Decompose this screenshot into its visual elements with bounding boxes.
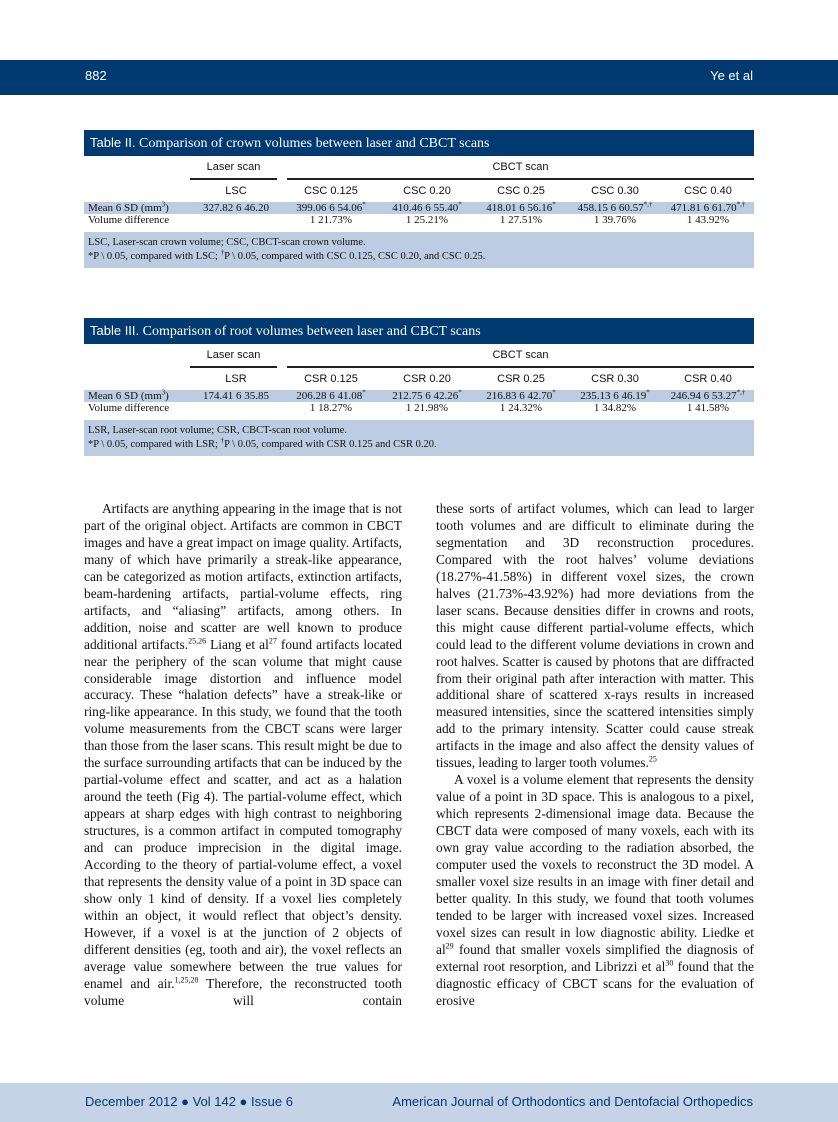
table-3 — [84, 318, 754, 456]
citation-reference: 25 — [648, 754, 657, 764]
table-cell — [282, 390, 380, 402]
table-cell: 1 43.92% — [686, 214, 730, 226]
column-header: CSC 0.25 — [497, 185, 545, 197]
journal-name: American Journal of Orthodontics and Dentofacial Orthopedics — [392, 1094, 753, 1109]
cell-value: 174.41 6 35.85 — [203, 390, 269, 402]
table-row-volume-difference — [84, 214, 754, 226]
citation-reference: 25,26 — [188, 636, 207, 646]
dagger-marker: † — [220, 436, 225, 445]
table-cell — [474, 390, 568, 402]
footnote-abbreviations — [88, 424, 750, 438]
cell-value: 216.83 6 42.70 — [486, 390, 553, 402]
cell-value: 418.01 6 56.16 — [486, 202, 553, 214]
row-label-sup: 3 — [161, 388, 166, 397]
table-cell: 1 41.58% — [686, 402, 730, 414]
body-paragraph — [436, 501, 754, 772]
row-label-text: Mean 6 SD (mm — [88, 202, 162, 214]
group-laser-scan: Laser scan — [190, 156, 282, 179]
significance-marker: * — [458, 200, 462, 209]
significance-marker: * — [458, 388, 462, 397]
significance-marker: *,† — [736, 388, 746, 397]
footnote-significance — [88, 250, 750, 264]
table-cell — [190, 214, 282, 226]
table-row-volume-difference — [84, 402, 754, 414]
table-cell — [282, 202, 380, 214]
cell-value: 212.75 6 42.26 — [392, 390, 459, 402]
cell-value: 471.81 6 61.70 — [670, 202, 737, 214]
paragraph-text: Therefore, the reconstructed tooth volume will contain — [84, 975, 402, 1008]
group-cbct-scan: CBCT scan — [282, 344, 754, 367]
table-cell — [380, 390, 474, 402]
significance-marker: * — [552, 388, 556, 397]
column-header: LSR — [225, 373, 247, 385]
group-cbct-scan: CBCT scan — [282, 156, 754, 179]
column-header-row — [84, 179, 754, 202]
table-footnote — [84, 420, 754, 456]
cell-value: 235.13 6 46.19 — [580, 390, 647, 402]
paragraph-text: Liang et al — [206, 636, 269, 652]
column-header: CSR 0.20 — [403, 373, 451, 385]
table-cell — [190, 402, 282, 414]
running-authors: Ye et al — [710, 68, 753, 83]
table-row-mean-sd — [84, 202, 754, 214]
column-header: CSR 0.40 — [684, 373, 732, 385]
table-footnote — [84, 232, 754, 268]
cell-value: 458.15 6 60.57 — [577, 202, 644, 214]
group-header-row — [84, 156, 754, 179]
paragraph-text: Artifacts are anything appearing in the image that is not part of the original object. Artifacts are common in CBCT images and have a great impact on image quality. Artifacts, many of which have primarily a streak-like appearance, can be categorized as motion artifacts, extinction artifacts, beam-hardening artifacts, partial-volume effects, ring artifacts, and “aliasing” artifacts, among others. In addition, noise and scatter are well known to produce additional artifacts. — [84, 501, 402, 652]
footnote-significance — [88, 438, 750, 452]
running-header — [0, 60, 838, 95]
cell-value: 206.28 6 41.08 — [296, 390, 363, 402]
table-title-bar — [84, 318, 754, 344]
table-label: Table III. — [90, 323, 140, 338]
column-header: CSC 0.40 — [684, 185, 732, 197]
table-title-bar — [84, 130, 754, 156]
table-cell: 1 27.51% — [499, 214, 543, 226]
table-cell — [190, 390, 282, 402]
footnote-text: LSC, Laser-scan crown volume; CSC, CBCT-scan crown volume. — [88, 237, 366, 248]
significance-marker: * — [646, 388, 650, 397]
table-cell — [474, 202, 568, 214]
table-cell: 1 34.82% — [593, 402, 637, 414]
row-label: Volume difference — [88, 214, 170, 226]
page-number: 882 — [85, 68, 107, 83]
column-header: CSC 0.20 — [403, 185, 451, 197]
dagger-marker: † — [220, 248, 225, 257]
group-header-row — [84, 344, 754, 367]
footnote-text: P \ 0.05, compared with CSR 0.125 and CSR 0.20. — [224, 439, 437, 450]
data-table — [84, 344, 754, 414]
table-cell — [662, 202, 754, 214]
paragraph-text: found that smaller voxels simplified the diagnosis of external root resorption, and Librizzi et al — [436, 941, 754, 974]
footnote-abbreviations — [88, 236, 750, 250]
citation-reference: 29 — [445, 941, 454, 951]
column-header: CSR 0.125 — [304, 373, 358, 385]
cell-value: 246.94 6 53.27 — [670, 390, 737, 402]
body-column-left — [84, 501, 402, 1010]
table-label: Table II. — [90, 135, 136, 150]
table-cell: 1 39.76% — [593, 214, 637, 226]
table-cell — [568, 202, 662, 214]
column-header: CSR 0.25 — [497, 373, 545, 385]
significance-marker: *,† — [736, 200, 746, 209]
paragraph-text: found that the diagnostic efficacy of CBCT scans for the evaluation of erosive — [436, 958, 754, 1008]
significance-marker: * — [552, 200, 556, 209]
column-header: CSC 0.125 — [304, 185, 358, 197]
citation-reference: 30 — [665, 958, 674, 968]
paragraph-text: found artifacts located near the periphery of the scan volume that might cause considerable image distortion and influence model accuracy. These “halation defects” have a streak-like or ring-like appearance. In this study, we found that the tooth volume measurements from the CBCT scans were larger than those from the laser scans. This result might be due to the surface surrounding artifacts that can be induced by the partial-volume effect and scatter, and act as a halation around the teeth (Fig 4). The partial-volume effect, which appears at sharp edges with high contrast to neighboring structures, is a common artifact in computed tomography and can produce imprecision in the digital image. According to the theory of partial-volume effect, a voxel that represents the density value of a point in 3D space can show only 1 kind of density. If a voxel lies completely within an object, it would reflect that object’s density. However, if a voxel is at the junction of 2 objects of different densities (eg, tooth and air), the voxel reflects an average value somewhere between the true values for enamel and air. — [84, 636, 402, 991]
row-label — [84, 390, 190, 402]
row-label-text: Mean 6 SD (mm — [88, 390, 162, 402]
cell-value: 327.82 6 46.20 — [203, 202, 269, 214]
row-label-sup: 3 — [161, 200, 166, 209]
table-2 — [84, 130, 754, 268]
paragraph-text: these sorts of artifact volumes, which can lead to larger tooth volumes and are difficult to eliminate during the segmentation and 3D reconstruction procedures. Compared with the root halves’ volume deviations (18.27%-41.58%) in different voxel sizes, the crown halves (21.73%-43.92%) had more deviations from the laser scans. Because densities differ in crowns and roots, this might cause different partial-volume effects, which could lead to the different volume deviations in crown and root halves. Scatter is caused by photons that are diffracted from their original path after interaction with matter. This additional share of scattered x-rays results in increased measured intensities, since the scattered intensities simply add to the primary intensity. Scatter could cause streak artifacts in the image and also affect the density values of tissues, leading to larger tooth volumes. — [436, 501, 754, 771]
column-header: CSC 0.30 — [591, 185, 639, 197]
table-cell — [190, 202, 282, 214]
footnote-text: P \ 0.05, compared with CSC 0.125, CSC 0.20, and CSC 0.25. — [224, 251, 486, 262]
table-cell: 1 21.98% — [405, 402, 449, 414]
cell-value: 410.46 6 55.40 — [392, 202, 459, 214]
footnote-text: *P \ 0.05, compared with LSC; — [88, 251, 221, 262]
table-cell — [568, 390, 662, 402]
table-cell: 1 18.27% — [309, 402, 353, 414]
table-title: Comparison of crown volumes between laser and CBCT scans — [139, 136, 490, 151]
footnote-text: *P \ 0.05, compared with LSR; — [88, 439, 221, 450]
footnote-text: LSR, Laser-scan root volume; CSR, CBCT-scan root volume. — [88, 425, 347, 436]
citation-reference: 1,25,28 — [174, 975, 199, 985]
group-laser-scan: Laser scan — [190, 344, 282, 367]
table-row-mean-sd — [84, 390, 754, 402]
running-footer — [0, 1083, 838, 1122]
row-label — [84, 202, 190, 214]
significance-marker: * — [362, 200, 366, 209]
table-cell: 1 21.73% — [309, 214, 353, 226]
cell-value: 399.06 6 54.06 — [296, 202, 363, 214]
row-label-end: ) — [165, 202, 169, 214]
table-cell — [662, 390, 754, 402]
table-cell: 1 24.32% — [499, 402, 543, 414]
table-cell — [380, 202, 474, 214]
table-cell: 1 25.21% — [405, 214, 449, 226]
row-label: Volume difference — [88, 402, 170, 414]
data-table — [84, 156, 754, 226]
significance-marker: * — [362, 388, 366, 397]
row-label-end: ) — [165, 390, 169, 402]
body-paragraph — [84, 501, 402, 1010]
column-header: CSR 0.30 — [591, 373, 639, 385]
column-header: LSC — [225, 185, 247, 197]
body-column-right — [436, 501, 754, 1010]
significance-marker: *,† — [643, 200, 653, 209]
citation-reference: 27 — [268, 636, 277, 646]
issue-info: December 2012 ● Vol 142 ● Issue 6 — [85, 1094, 293, 1109]
body-paragraph — [436, 772, 754, 1009]
column-header-row — [84, 367, 754, 390]
paragraph-text: A voxel is a volume element that represents the density value of a point in 3D space. This is analogous to a pixel, which represents 2-dimensional image data. Because the CBCT data were composed of many voxels, each with its own gray value according to the radiation absorbed, the computer used the voxels to reconstruct the 3D model. A smaller voxel size results in an image with finer detail and better quality. In this study, we found that tooth volumes tended to be larger with increased voxel sizes. Increased voxel sizes can result in low diagnostic ability. Liedke et al — [436, 772, 754, 957]
table-title: Comparison of root volumes between laser and CBCT scans — [142, 324, 481, 339]
